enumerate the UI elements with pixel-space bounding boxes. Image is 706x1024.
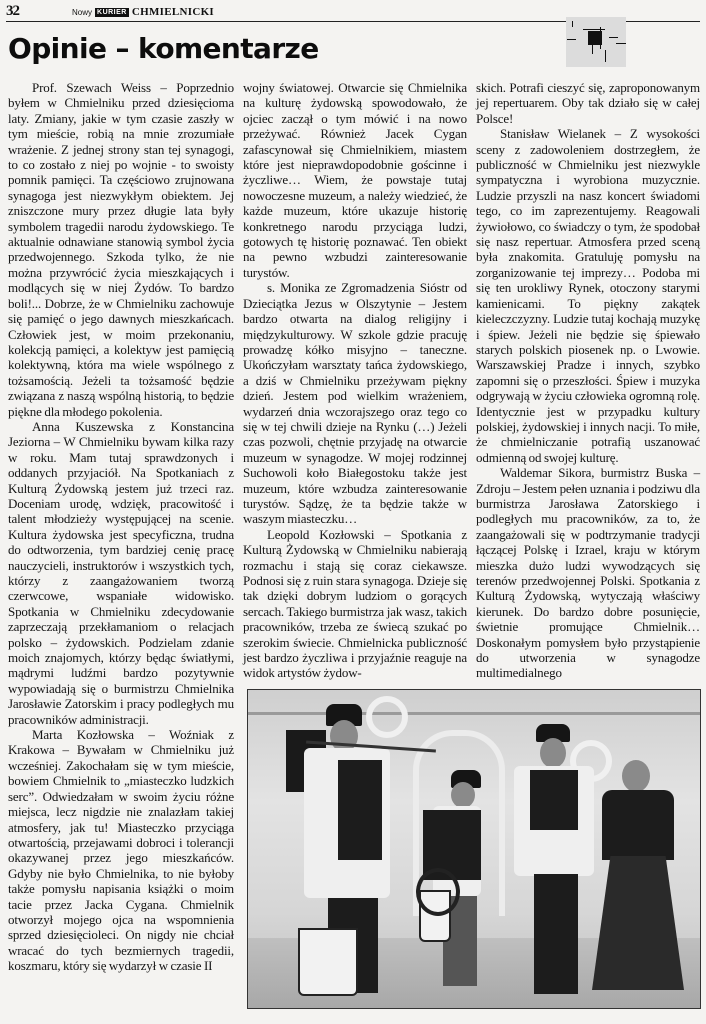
opinion-paragraph: Leopold Kozłowski – Spotkania z Kulturą Żydowską w Chmielniku nabierają rozmachu i stają się coraz ciekawsze. Podnosi się z ruin stara synagoga. Dzieje się tak dzięki dobrym ludziom o gorących sercach. Takiego burmistrza jak wasz, takich pracowników, trzeba ze świecą szukać po szerokim świecie. Chmielnicka publiczność jest bardzo życzliwa i przyjaźnie reaguje na widok artystów żydow-: [243, 526, 467, 681]
opinion-paragraph: skich. Potrafi cieszyć się, zaproponowanym jej repertuarem. Oby tak działo się w całej Polsce!: [476, 80, 700, 126]
opinion-paragraph: Anna Kuszewska z Konstancina Jeziorna – W Chmielniku bywam kilka razy w roku. Mam tutaj sprawdzonych i oddanych przyjaciół. Na Spotkaniach z Kulturą Żydowską jestem już trzeci raz. Doceniam urodę, wdzięk, pracowitość i talent młodzieży występującej na scenie. Kultura żydowska jest specyficzna, trudna do odtworzenia, tym bardziej cenię pracę nauczycieli, instruktorów i wszystkich tych, którzy z zaangażowaniem tworzą czerwcowe, wspaniałe widowisko. Spotkania w Chmielniku zdecydowanie zaprzeczają przekłamaniom o relacjach polsko – żydowskich. Podzielam zdanie moich znajomych, którzy będąc światłymi, mądrymi ludźmi bardzo pozytywnie wypowiadają się o burmistrzu Chmielnika Jarosławie Zatorskim i pracy podległych mu pracowników administracji.: [8, 418, 234, 727]
masthead-name: CHMIELNICKI: [131, 6, 215, 18]
article-column-1: [8, 80, 234, 1010]
opinion-paragraph: Marta Kozłowska – Woźniak z Krakowa – Bywałam w Chmielniku już wcześniej. Zakochałam się w tym mieście, bowiem Chmielnik to „miasteczko ludzkich serc”. Odwiedzałam w swoim życiu różne miejsca, lecz nigdzie nie znalazłam takiej atmosfery, jak tu! Miasteczko przyciąga otwartością, przejawami dobroci i tolerancji okazywanej przez jego mieszkańców. Gdyby nie było Chmielnika, to nie byłoby także pomysłu napisania książki o moim tacie przez Jacka Cygana. Chmielnik otworzył mojego ojca na wspomnienia sprzed dziesięcioleci. On nigdy nie chciał wracać do tych bezmiernych tragedii, koszmaru, który się wydarzył w czasie II: [8, 727, 234, 974]
masthead-prefix: Nowy: [72, 7, 93, 17]
opinion-paragraph: Waldemar Sikora, burmistrz Buska – Zdroju – Jestem pełen uznania i podziwu dla burmistrza Jarosława Zatorskiego i podległych mu pracowników, za to, że zaangażowali się w podtrzymanie tradycji łączącej Polskę i Izrael, kraju w którym mieszka dużo ludzi wywodzących się terenów przedwojennej Polski. Spotkania z Kulturą Żydowską, wytyczają właściwy kierunek. Do bardzo dobre posunięcie, świetnie promujące Chmielnik… Doskonałym pomysłem było przystąpienie do utworzenia w synagodze multimedialnego: [476, 465, 700, 681]
photo-hoop: [416, 868, 460, 916]
section-logo-icon: [566, 17, 626, 67]
photo-figure-boy-with-hoop: [510, 724, 600, 1004]
photo-figure-girl-in-dress: [588, 760, 688, 1000]
article-column-3: [476, 80, 700, 681]
section-title: Opinie – komentarze: [8, 32, 319, 65]
opinion-paragraph: wojny światowej. Otwarcie się Chmielnika na kulturę żydowską spowodowało, że ojciec zaczął o tym mówić i na nowo przeżywać. Również Jacek Cygan zafascynował się Chmielnikiem, miastem które jest nieprawdopodobnie gościnne i życzliwe… Wiem, że powstaje tutaj nowoczesne muzeum, a należy wiedzieć, że każde muzeum, które ukazuje historię konkretnego narodu przyciąga ludzi, gotowych tę historię poznawać. Ten obiekt na pewno wzbudzi zainteresowanie turystów.: [243, 80, 467, 280]
opinion-paragraph: Stanisław Wielanek – Z wysokości sceny z zadowoleniem dostrzegłem, że publiczność w Chmielniku jest niezwykle sympatyczna i wyrobiona muzycznie. Ludzie przyszli na nasz koncert świadomi tego, co im zaprezentujemy. Reagowali żywiołowo, co świadczy o tym, że spodobał się nasz repertuar. Atmosfera przed sceną była znakomita. Gratuluję pomysłu na zorganizowanie tej imprezy… Podoba mi się ten urokliwy Rynek, otoczony starymi kamienicami. To piękny zakątek kieleczczyzny. Ludzie tutaj kochają muzykę i śpiew. Jeżeli nie będzie się śpiewało starych polskich piosenek np. o Lwowie. Warszawskiej Pradze i innych, szybko zapomni się o przeszłości. Śpiew i muzyka odgrywają w życiu człowieka ogromną rolę. Identycznie jest w przypadku kultury polskiej, żydowskiej i innych nacji. To miłe, że chmielniczanie potrafią uszanować odmienną od swojej kulturę.: [476, 126, 700, 465]
opinion-paragraph: s. Monika ze Zgromadzenia Sióstr od Dzieciątka Jezus w Olszytynie – Jestem bardzo otwarta na dialog religijny i międzykulturowy. W szkole gdzie pracuję prowadzę kółko misyjno – taneczne. Ukończyłam warsztaty tańca żydowskiego, a dziś w Chmielniku przeżywam piękny dzień. Jestem pod wielkim wrażeniem, wydarzeń dnia wczorajszego oraz tego co się w tej chwili dzieje na Rynku (…) Jeżeli czas pozwoli, chętnie przyjadę na otwarcie muzeum w synagodze. W mojej rodzinnej Suchowoli koło Białegostoku także jest muzeum, które wzbudza zainteresowanie turystów. Sądzę, że ta będzie także w waszym miasteczku…: [243, 280, 467, 527]
masthead-box: KURIER: [97, 8, 127, 16]
page-number: 32: [6, 3, 19, 19]
article-column-2: [243, 80, 467, 681]
event-photo: [247, 689, 701, 1009]
opinion-paragraph: Prof. Szewach Weiss – Poprzednio byłem w Chmielniku przed dziesięcioma laty. Zmiany, jakie w tym czasie zaszły w tym mieście, robią na mnie zrozumiałe wrażenie. Z jednej strony stan tej synagogi, to co zostało z niej po wojnie - to swoisty pomnik pamięci. Ta częściowo zrujnowana synagoga jest niezwykłym obiektem. Jej zniszczone mury przez długie lata były symbolem tragedii narodu żydowskiego. Te aktualnie odnawiane stanowią symbol życia przedwojennego. Szkoda tylko, że nie można przywrócić życia mieszkających i modlących się w niej Żydów. To bardzo boli!... Dobrze, że w Chmielniku zachowuje się pamięć o jego dawnych mieszkańcach. Człowiek jest, w moim przekonaniu, kolekcją pamięci, a kolektyw jest pamięcią kolektywną, która ma wiele wspólnego z tożsamością. Jeżeli ta tożsamość będzie związana z naszą wspólną historią, to będzie piękne dla młodego pokolenia.: [8, 80, 234, 419]
masthead: [72, 6, 214, 18]
